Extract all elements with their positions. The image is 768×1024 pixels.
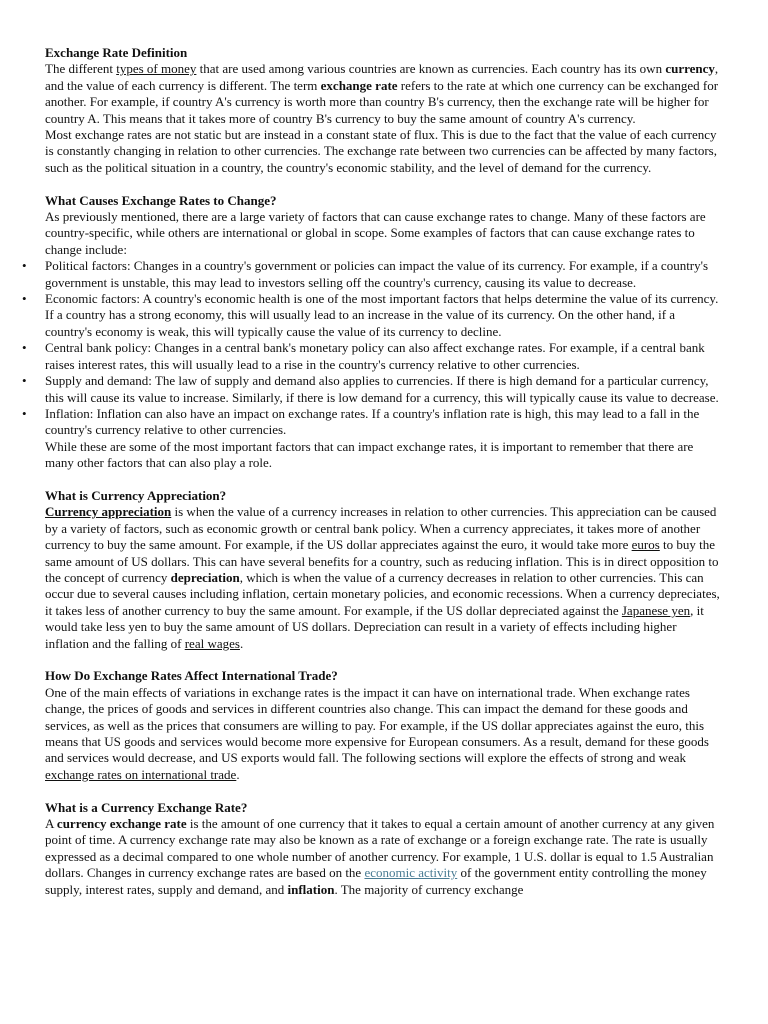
text-run: is when the value of a currency increases in relation to other currencies. This appreciation can be caused by a variety of factors, such as economic growth or central bank policy. When a currency appreciates, it takes more of another currency to buy the same amount. For example, if the US dollar appreciates against the euro, it would take more [45, 504, 717, 553]
list-item-central-bank-policy: • Central bank policy: Changes in a central bank's monetary policy can also affect exchange rates. For example, if a central bank raises interest rates, this will usually lead to a rise in the country's currency relative to other currencies. [45, 340, 723, 373]
list-item-economic-factors: • Economic factors: A country's economic health is one of the most important factors that helps determine the value of its currency. If a country has a strong economy, this will usually lead to an increase in the value of its currency. On the other hand, if a country's economy is weak, this will typically cause the value of its currency to decline. [45, 291, 723, 340]
text-run: , and the value of each currency is different. The term [45, 61, 719, 93]
text-run: . [239, 635, 244, 651]
article-body [45, 45, 723, 898]
link-real-wages[interactable]: real wages [184, 635, 240, 651]
link-euros[interactable]: euros [631, 537, 660, 553]
text-run: A [45, 816, 57, 832]
bold-term-currency-exchange-rate: currency exchange rate [56, 816, 187, 832]
bold-term-currency: currency [665, 61, 715, 77]
text-run: . The majority of currency exchange [334, 881, 524, 897]
list-item-political-factors: • Political factors: Changes in a country's government or policies can impact the value of its currency. For example, if a country's government is unstable, this may lead to investors selling off the country's currency, causing its value to decrease. [45, 258, 723, 291]
text-run: that are used among various countries are known as currencies. Each country has its own [196, 61, 666, 77]
text-run: . [236, 766, 240, 782]
list-item-inflation: • Inflation: Inflation can also have an impact on exchange rates. If a country's inflation rate is high, this may lead to a fall in the country's currency relative to other currencies. [45, 406, 723, 439]
paragraph-exchange-rate-definition [45, 61, 723, 127]
section-heading-currency-exchange-rate: What is a Currency Exchange Rate? [45, 799, 248, 815]
spacer [45, 652, 723, 668]
bold-term-depreciation: depreciation [170, 569, 240, 585]
link-economic-activity[interactable]: economic activity [364, 865, 458, 881]
bold-term-inflation: inflation [287, 881, 335, 897]
text-run: The different [45, 61, 117, 77]
text-run: is the amount of one currency that it takes to equal a certain amount of another currency at any given point of time. A currency exchange rate may also be known as a rate of exchange or a foreign exchange rate. The rate is usually expressed as a decimal compared to one whole number of another currency. For example, 1 U.S. dollar is equal to 1.5 Australian dollars. Changes in currency exchange rates are based on the [45, 816, 715, 881]
spacer [45, 783, 723, 799]
section-heading-currency-appreciation: What is Currency Appreciation? [45, 487, 227, 503]
spacer [45, 472, 723, 488]
list-item-supply-and-demand: • Supply and demand: The law of supply and demand also applies to currencies. If there is high demand for a particular currency, this will cause its value to increase. Similarly, if there is low demand for a currency, this will typically cause its value to decrease. [45, 373, 723, 406]
factors-list [45, 258, 723, 438]
spacer [45, 176, 723, 192]
paragraph-causes-outro: While these are some of the most important factors that can impact exchange rates, it is important to remember that there are many other factors that can also play a role. [45, 438, 694, 471]
section-heading-international-trade: How Do Exchange Rates Affect International Trade? [45, 668, 338, 684]
text-run: of the government entity controlling the money supply, interest rates, supply and demand, and [45, 865, 707, 897]
link-japanese-yen[interactable]: Japanese yen [621, 602, 691, 618]
link-exchange-rates-on-international-trade[interactable]: exchange rates on international trade [45, 766, 237, 782]
link-currency-appreciation[interactable]: Currency appreciation [45, 504, 172, 520]
section-heading-causes: What Causes Exchange Rates to Change? [45, 192, 277, 208]
paragraph-currency-exchange-rate [45, 816, 723, 898]
text-run: , which is when the value of a currency decreases in relation to other currencies. This can occur due to several causes including inflation, certain monetary policies, and economic recessions. When a currency depreciates, it takes less of another currency to buy the same amount. For example, if the US dollar depreciated against the [45, 569, 720, 618]
text-run: One of the main effects of variations in exchange rates is the impact it can have on international trade. When exchange rates change, the prices of goods and services in different countries also change. This can impact the demand for these goods and services, as well as the prices that consumers are willing to pay. For example, if the US dollar appreciates against the euro, this means that US goods and services would become more expensive for European consumers. As a result, demand for these goods and services would decrease, and US exports would fall. The following sections will explore the effects of strong and weak [45, 684, 709, 766]
text-run: , it would take less yen to buy the same amount of US dollars. Depreciation can result in a variety of effects including higher inflation and the falling of [45, 602, 704, 651]
link-types-of-money[interactable]: types of money [116, 61, 197, 77]
text-run: to buy the same amount of US dollars. This can have several benefits for a country, such as reducing inflation. This is in direct opposition to the concept of currency [45, 537, 719, 585]
paragraph-exchange-rate-flux: Most exchange rates are not static but are instead in a constant state of flux. This is due to the fact that the value of each currency is constantly changing in relation to other currencies. The exchange rate between two currencies can be affected by many factors, such as the political situation in a country, the country's economic stability, and the level of demand for the currency. [45, 127, 717, 175]
paragraph-international-trade [45, 685, 723, 783]
paragraph-causes-intro: As previously mentioned, there are a large variety of factors that can cause exchange rates to change. Many of these factors are country-specific, while others are international or global in scope. Some examples of factors that can cause exchange rates to change include: [45, 209, 706, 257]
paragraph-currency-appreciation [45, 504, 723, 652]
text-run: refers to the rate at which one currency can be exchanged for another. For example, if country A's currency is worth more than country B's currency, then the exchange rate will be higher for country A. This means that it takes more of country B's currency to buy the same amount of country A's currency. [45, 77, 719, 126]
section-heading-exchange-rate-definition: Exchange Rate Definition [45, 45, 188, 60]
bold-term-exchange-rate: exchange rate [320, 77, 398, 93]
